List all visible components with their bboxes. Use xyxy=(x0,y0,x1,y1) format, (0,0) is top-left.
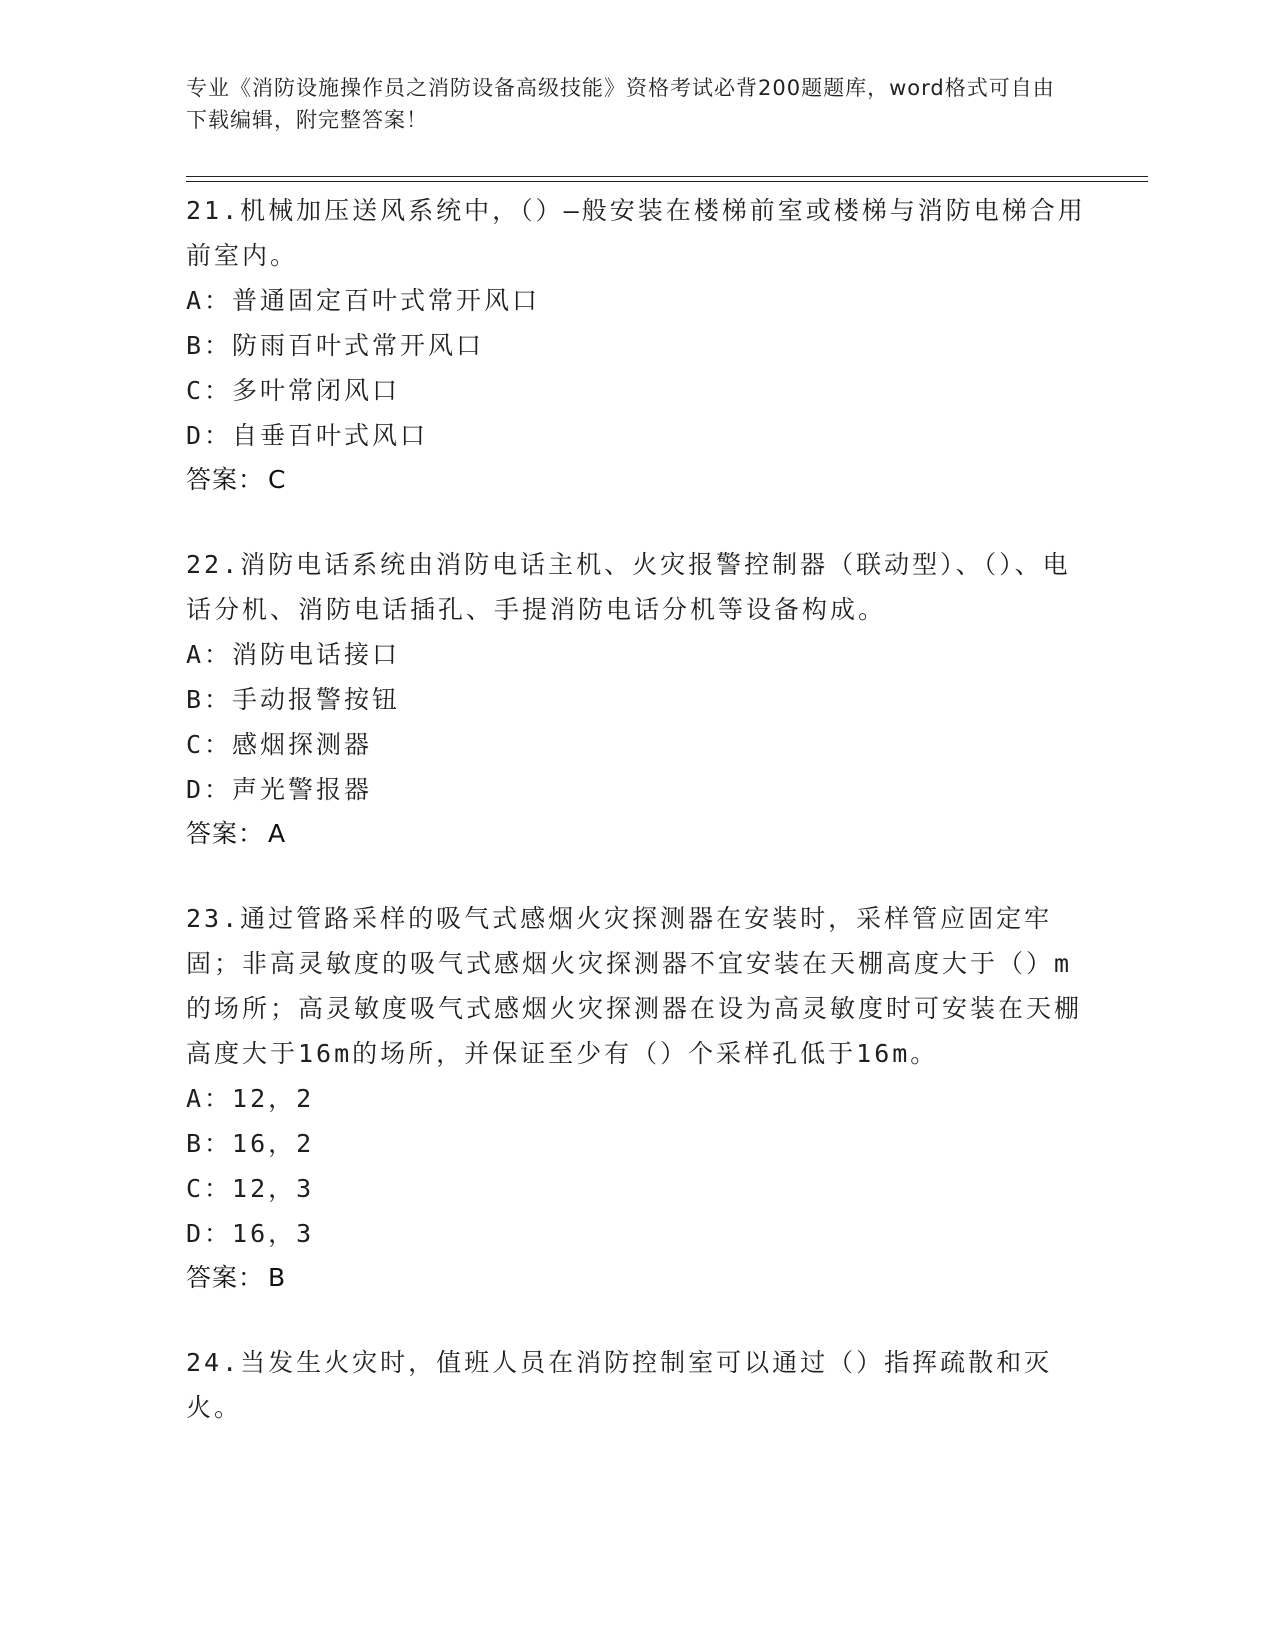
question-stem: 24.当发生火灾时，值班人员在消防控制室可以通过（）指挥疏散和灭火。 xyxy=(186,1348,1053,1422)
option-a: A：普通固定百叶式常开风口 xyxy=(186,286,541,315)
option-c: C：12，3 xyxy=(186,1174,315,1203)
answer-line xyxy=(186,1256,1086,1300)
answer-line xyxy=(186,812,1086,856)
question-list xyxy=(186,188,1086,1470)
answer-line xyxy=(186,458,1086,502)
question-23 xyxy=(186,896,1086,1300)
option-b: B：手动报警按钮 xyxy=(186,685,401,714)
document-header: 专业《消防设施操作员之消防设备高级技能》资格考试必背200题题库，word格式可自由下载编辑，附完整答案！ xyxy=(186,76,1055,132)
question-22 xyxy=(186,542,1086,856)
answer-label: 答案： xyxy=(186,1263,265,1292)
question-21 xyxy=(186,188,1086,502)
option-d: D：16，3 xyxy=(186,1219,315,1248)
question-stem: 21.机械加压送风系统中，（）—般安装在楼梯前室或楼梯与消防电梯合用前室内。 xyxy=(186,196,1086,270)
question-stem: 22.消防电话系统由消防电话主机、火灾报警控制器（联动型）、（）、电话分机、消防电话插孔、手提消防电话分机等设备构成。 xyxy=(186,550,1071,624)
question-24 xyxy=(186,1340,1086,1430)
answer-label: 答案： xyxy=(186,819,265,848)
option-c: C：多叶常闭风口 xyxy=(186,376,401,405)
option-c: C：感烟探测器 xyxy=(186,730,373,759)
answer-value: A xyxy=(268,819,287,848)
answer-label: 答案： xyxy=(186,465,265,494)
header-rule-top xyxy=(186,176,1148,177)
question-stem: 23.通过管路采样的吸气式感烟火灾探测器在安装时，采样管应固定牢固；非高灵敏度的吸气式感烟火灾探测器不宜安装在天棚高度大于（）m的场所；高灵敏度吸气式感烟火灾探测器在设为高灵敏度时可安装在天棚高度大于16m的场所，并保证至少有（）个采样孔低于16m。 xyxy=(186,904,1083,1068)
option-d: D：自垂百叶式风口 xyxy=(186,421,429,450)
option-a: A：消防电话接口 xyxy=(186,640,401,669)
option-b: B：防雨百叶式常开风口 xyxy=(186,331,485,360)
answer-value: C xyxy=(268,465,287,494)
header-rule-bottom xyxy=(186,181,1148,182)
option-d: D：声光警报器 xyxy=(186,775,373,804)
option-a: A：12，2 xyxy=(186,1084,315,1113)
option-b: B：16，2 xyxy=(186,1129,315,1158)
answer-value: B xyxy=(268,1263,287,1292)
